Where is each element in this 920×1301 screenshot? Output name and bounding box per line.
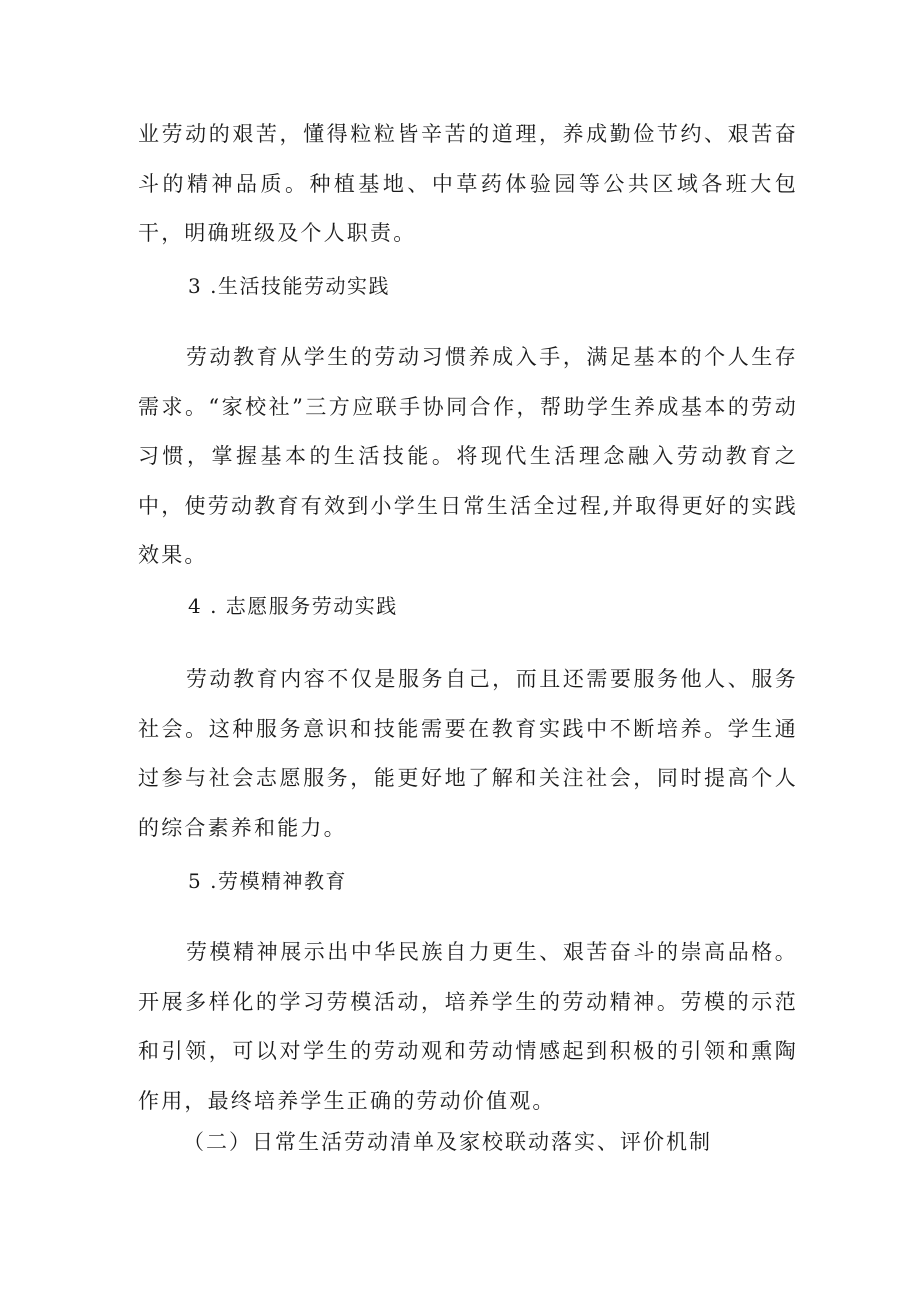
section-5-heading: 5 .劳模精神教育 [188,869,347,893]
section-4-heading: 4 . 志愿服务劳动实践 [188,594,398,618]
section-3-body: 劳动教育从学生的劳动习惯养成入手，满足基本的个人生存需求。“家校社”三方应联手协同合作，帮助学生养成基本的劳动习惯，掌握基本的生活技能。将现代生活理念融入劳动教育之中，使劳动教育有效到小学生日常生活全过程,并取得更好的实践效果。 [138,345,798,567]
section-4-body: 劳动教育内容不仅是服务自己，而且还需要服务他人、服务社会。这种服务意识和技能需要在教育实践中不断培养。学生通过参与社会志愿服务，能更好地了解和关注社会，同时提高个人的综合素养和能力。 [138,667,798,840]
paragraph-continued: 业劳动的艰苦，懂得粒粒皆辛苦的道理，养成勤俭节约、艰苦奋斗的精神品质。种植基地、中草药体验园等公共区域各班大包干，明确班级及个人职责。 [138,122,798,245]
subsection-title: （二）日常生活劳动清单及家校联动落实、评价机制 [183,1130,712,1154]
section-3-heading: 3 .生活技能劳动实践 [188,274,390,298]
section-5-body: 劳模精神展示出中华民族自力更生、艰苦奋斗的崇高品格。开展多样化的学习劳模活动，培养学生的劳动精神。劳模的示范和引领，可以对学生的劳动观和劳动情感起到积极的引领和熏陶作用，最终培养学生正确的劳动价值观。 [138,940,798,1113]
